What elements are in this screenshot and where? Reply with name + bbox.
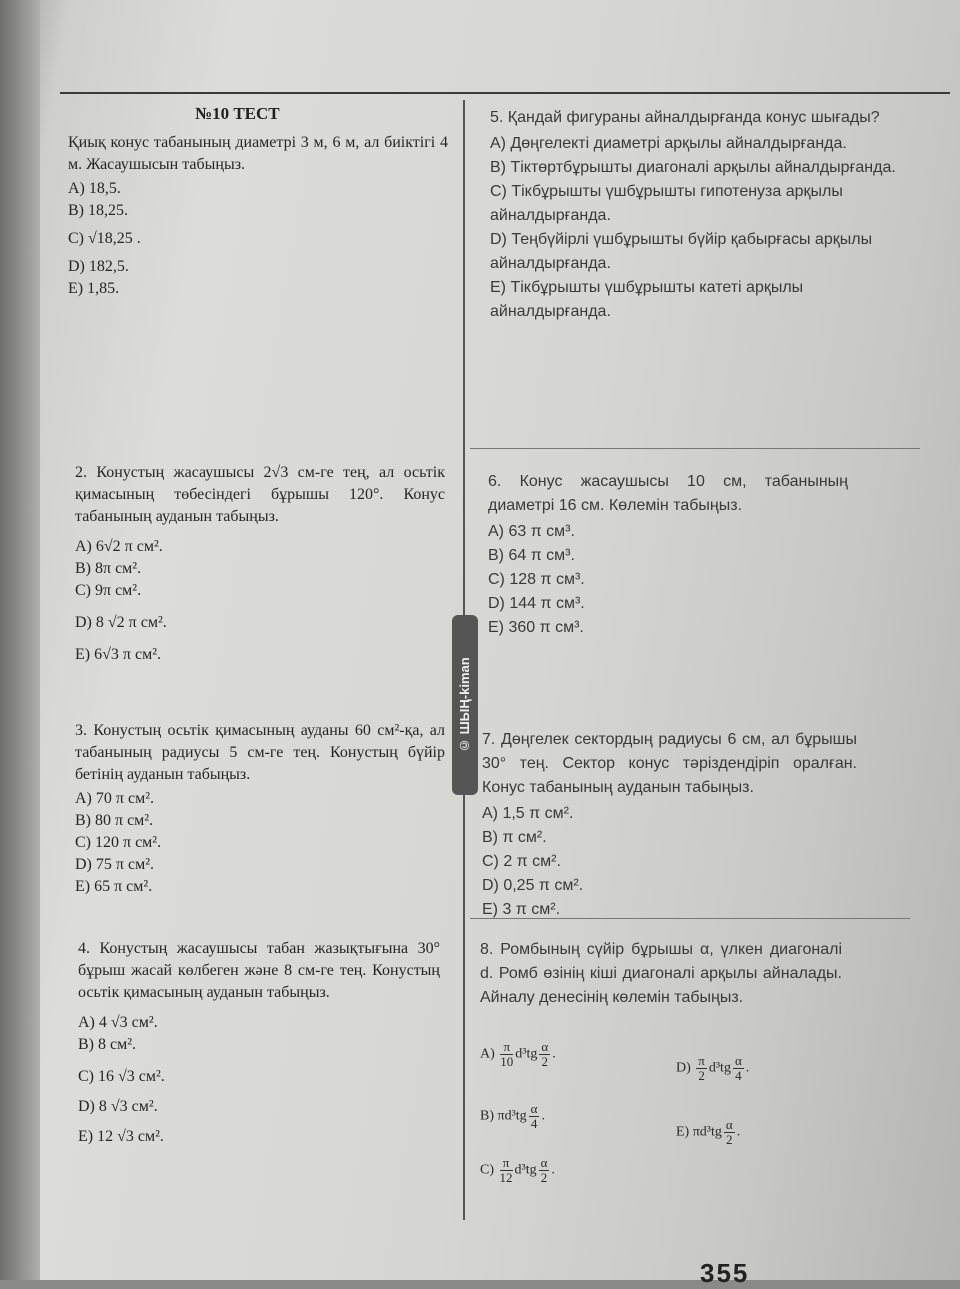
q2-option-c: C) 9π см².: [75, 582, 142, 599]
q1-option-b: B) 18,25.: [68, 202, 128, 219]
q8-option-b: B) πd³tg $\frac{\alpha}{4}$ .: [480, 1101, 545, 1131]
q6-option-b: B) 64 π см³.: [488, 547, 575, 564]
page-shadow-edge: [0, 0, 40, 1280]
q4-option-e: E) 12 √3 см².: [78, 1128, 164, 1145]
top-rule: [60, 92, 950, 94]
question-5: [490, 106, 910, 324]
question-2-stem: 2. Конустың жасаушысы 2√3 см-ге тең, ал осьтік қимасының төбесіндегі бұрышы 120°. Конус табанының ауданын табыңыз.: [75, 464, 445, 525]
question-2: [75, 462, 445, 666]
question-1-stem: Қиық конус табанының диаметрі 3 м, 6 м, ал биіктігі 4 м. Жасаушысын табыңыз.: [68, 134, 448, 173]
q7-option-c: C) 2 π см².: [482, 853, 561, 870]
q8-option-e: E) πd³tg $\frac{\alpha}{2}$ .: [676, 1117, 741, 1147]
question-4: [78, 938, 440, 1148]
q5-option-c: C) Тікбұрышты үшбұрышты гипотенуза арқылы айналдырғанда.: [490, 183, 843, 224]
q8-option-c: C) $\frac{\pi}{12}$ d³tg $\frac{\alpha}{2}$ .: [480, 1155, 555, 1185]
q6-option-e: E) 360 π см³.: [488, 619, 584, 636]
question-7-stem: 7. Дөңгелек сектордың радиусы 6 см, ал бұрышы 30° тең. Сектор конус тәріздендіріп оралған. Конус табанының ауданын табыңыз.: [482, 731, 857, 796]
q1-option-d: D) 182,5.: [68, 258, 129, 275]
q1-option-e: E) 1,85.: [68, 280, 120, 297]
q2-option-a: A) 6√2 π см².: [75, 538, 163, 555]
test-title: №10 ТЕСТ: [195, 104, 280, 123]
q8-option-d: D) $\frac{\pi}{2}$ d³tg $\frac{\alpha}{4}$ .: [676, 1053, 750, 1083]
q1-option-a: A) 18,5.: [68, 180, 121, 197]
question-5-stem: 5. Қандай фигураны айналдырғанда конус шығады?: [490, 109, 880, 126]
q1-option-c: C) √18,25 .: [68, 230, 141, 247]
question-6: [488, 470, 848, 640]
separator-right-1: [470, 448, 920, 449]
q3-option-c: C) 120 π см².: [75, 834, 162, 851]
q5-option-e: E) Тікбұрышты үшбұрышты катеті арқылы айналдырғанда.: [490, 279, 804, 320]
question-3: [75, 720, 445, 898]
q4-option-b: B) 8 см².: [78, 1036, 137, 1053]
q3-option-e: E) 65 π см².: [75, 878, 153, 895]
page-number: 355: [700, 1258, 750, 1288]
q4-option-a: A) 4 √3 см².: [78, 1014, 158, 1031]
q6-option-c: C) 128 π см³.: [488, 571, 585, 588]
question-4-stem: 4. Конустың жасаушысы табан жазықтығына 30° бұрыш жасай көлбеген және 8 см-ге тең. Конустың осьтік қимасының ауданын табыңыз.: [78, 940, 440, 1001]
q3-option-b: B) 80 π см².: [75, 812, 154, 829]
watermark: © ШЫҢ-kiman: [452, 615, 478, 795]
q3-option-a: A) 70 π см².: [75, 790, 154, 807]
q7-option-d: D) 0,25 π см².: [482, 877, 584, 894]
q6-option-d: D) 144 π см³.: [488, 595, 585, 612]
q7-option-e: E) 3 π см².: [482, 901, 561, 918]
question-3-stem: 3. Конустың осьтік қимасының ауданы 60 см²-қа, ал табанының радиусы 5 см-ге тең. Конустың бүйір бетінің ауданын табыңыз.: [75, 722, 445, 783]
q6-option-a: A) 63 π см³.: [488, 523, 575, 540]
q7-option-b: B) π см².: [482, 829, 547, 846]
question-1: [68, 132, 448, 300]
question-7: [482, 728, 857, 922]
q3-option-d: D) 75 π см².: [75, 856, 154, 873]
q5-option-d: D) Теңбүйірлі үшбұрышты бүйір қабырғасы арқылы айналдырғанда.: [490, 231, 873, 272]
q5-option-a: A) Дөңгелекті диаметрі арқылы айналдырғанда.: [490, 135, 847, 152]
q2-option-e: E) 6√3 π см².: [75, 646, 161, 663]
q7-option-a: A) 1,5 π см².: [482, 805, 574, 822]
q4-option-c: C) 16 √3 см².: [78, 1068, 165, 1085]
question-6-stem: 6. Конус жасаушысы 10 см, табанының диаметрі 16 см. Көлемін табыңыз.: [488, 473, 848, 514]
q2-option-d: D) 8 √2 π см².: [75, 614, 167, 631]
q8-option-a: A) $\frac{\pi}{10}$ d³tg $\frac{\alpha}{2}$ .: [480, 1039, 556, 1069]
question-8: [480, 938, 842, 1012]
question-8-stem: 8. Ромбының сүйір бұрышы α, үлкен диагоналі d. Ромб өзінің кіші диагоналі арқылы айналады. Айналу денесінің көлемін табыңыз.: [480, 941, 842, 1006]
q2-option-b: B) 8π см².: [75, 560, 142, 577]
q4-option-d: D) 8 √3 см².: [78, 1098, 158, 1115]
q5-option-b: B) Тіктөртбұрышты диагоналі арқылы айналдырғанда.: [490, 159, 896, 176]
